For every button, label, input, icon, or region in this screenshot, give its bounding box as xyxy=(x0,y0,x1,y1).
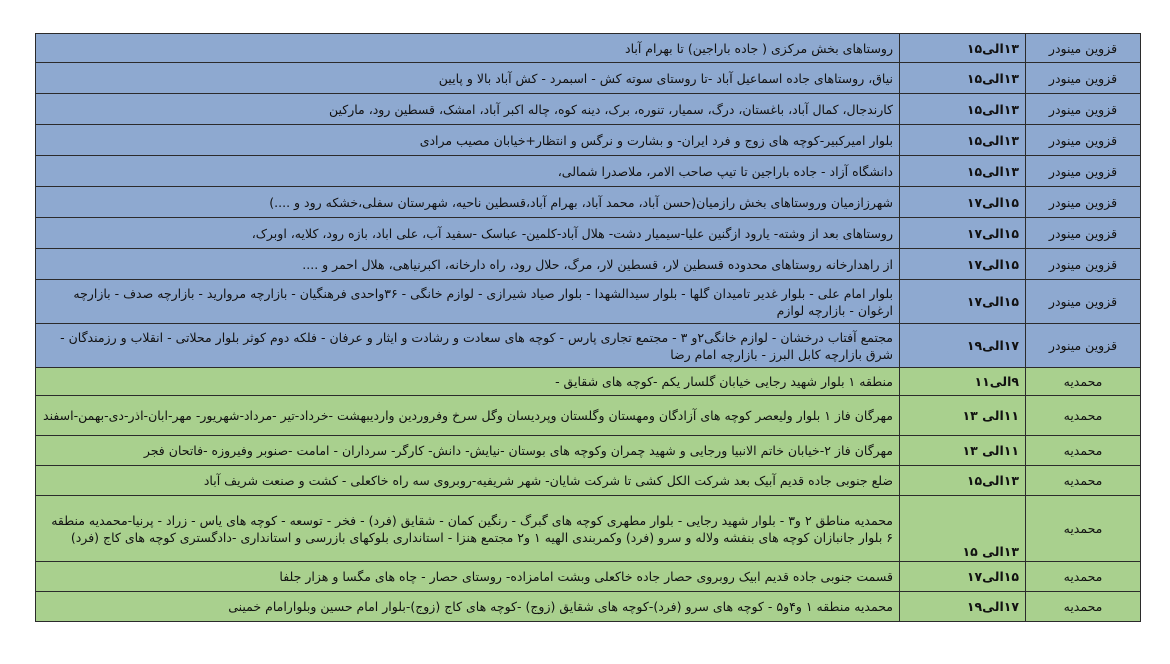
area-cell: روستاهای بعد از وشته- یارود ازگنین علیا-سیمیار دشت- هلال آباد-کلمین- عباسک -سفید آب، علی اباد، بازه رود، کلایه، اوبرک، xyxy=(36,218,900,249)
table-row xyxy=(36,34,1141,63)
time-cell: ۱۵الی۱۷ xyxy=(900,280,1026,324)
time-cell: ۱۳الی۱۵ xyxy=(900,156,1026,187)
table-row xyxy=(36,368,1141,396)
area-cell: ضلع جنوبی جاده قدیم آبیک بعد شرکت الکل کشی تا شرکت شایان- شهر شریفیه-روبروی سه راه خاکعلی - کشت و صنعت شریف آباد xyxy=(36,466,900,496)
time-cell: ۱۵الی۱۷ xyxy=(900,562,1026,592)
table-row xyxy=(36,94,1141,125)
table-row xyxy=(36,324,1141,368)
time-cell: ۱۳الی۱۵ xyxy=(900,466,1026,496)
area-cell: از راهدارخانه روستاهای محدوده قسطین لار، قسطین لار، مرگ، حلال رود، راه دارخانه، اکبرنیاهی، هلال احمر و .... xyxy=(36,249,900,280)
time-cell: ۱۵الی۱۷ xyxy=(900,187,1026,218)
time-cell: ۱۳الی ۱۵ xyxy=(900,496,1026,562)
table-row xyxy=(36,396,1141,436)
area-cell: مهرگان فاز ۲-خیابان خاتم الانبیا ورجایی و شهید چمران وکوچه های بوستان -نیایش- دانش- کارگر- سرداران - امامت -صنوبر وفیروزه -فاتحان فجر xyxy=(36,436,900,466)
time-cell: ۹الی۱۱ xyxy=(900,368,1026,396)
city-cell: محمدیه xyxy=(1026,562,1141,592)
area-cell: قسمت جنوبی جاده قدیم ابیک روبروی حصار جاده خاکعلی وبشت امامزاده- روستای حصار - چاه های مگسا و هزار جلفا xyxy=(36,562,900,592)
table-row xyxy=(36,562,1141,592)
city-cell: قزوین مینودر xyxy=(1026,94,1141,125)
area-cell: نیاق، روستاهای جاده اسماعیل آباد -تا روستای سوته کش - اسبمرد - کش آباد بالا و پایین xyxy=(36,63,900,94)
area-cell: مهرگان فاز ۱ بلوار ولیعصر کوچه های آزادگان ومهستان وگلستان وپردیسان وگل سرخ وفروردین واردیبهشت -خرداد-تیر -مرداد-شهریور- مهر-ابان-اذر-دی-بهمن-اسفند xyxy=(36,396,900,436)
city-cell: قزوین مینودر xyxy=(1026,187,1141,218)
area-cell: منطقه ۱ بلوار شهید رجایی خیابان گلسار یکم -کوچه های شقایق - xyxy=(36,368,900,396)
city-cell: قزوین مینودر xyxy=(1026,156,1141,187)
schedule-body xyxy=(36,34,1141,622)
area-cell: کارندجال، کمال آباد، باغستان، درگ، سمیار، تنوره، برک، دینه کوه، چاله اکبر آباد، امشک، قسطین رود، مارکین xyxy=(36,94,900,125)
area-cell: بلوار امیرکبیر-کوچه های زوج و فرد ایران- و بشارت و نرگس و انتظار+خیابان مصیب مرادی xyxy=(36,125,900,156)
area-cell: دانشگاه آزاد - جاده باراجین تا تیپ صاحب الامر، ملاصدرا شمالی، xyxy=(36,156,900,187)
city-cell: قزوین مینودر xyxy=(1026,249,1141,280)
area-cell: شهرزازمیان وروستاهای بخش رازمیان(حسن آباد، محمد آباد، بهرام آباد،قسطین ناحیه، شهرستان سفلی،خشکه رود و ....) xyxy=(36,187,900,218)
table-row xyxy=(36,436,1141,466)
time-cell: ۱۱الی ۱۳ xyxy=(900,436,1026,466)
table-row xyxy=(36,496,1141,562)
time-cell: ۱۵الی۱۷ xyxy=(900,218,1026,249)
table-row xyxy=(36,187,1141,218)
time-cell: ۱۷الی۱۹ xyxy=(900,324,1026,368)
time-cell: ۱۳الی۱۵ xyxy=(900,94,1026,125)
time-cell: ۱۳الی۱۵ xyxy=(900,125,1026,156)
city-cell: محمدیه xyxy=(1026,592,1141,622)
city-cell: قزوین مینودر xyxy=(1026,125,1141,156)
table-row xyxy=(36,280,1141,324)
time-cell: ۱۳الی۱۵ xyxy=(900,63,1026,94)
table-row xyxy=(36,63,1141,94)
city-cell: محمدیه xyxy=(1026,436,1141,466)
area-cell: مجتمع آفتاب درخشان - لوازم خانگی۲و ۳ - مجتمع تجاری پارس - کوچه های سعادت و رشادت و ایثار و عرفان - فلکه دوم کوثر بلوار محلاتی - انقلاب و رزمندگان - شرق بازارچه کابل البرز - بازارچه امام رضا xyxy=(36,324,900,368)
table-row xyxy=(36,249,1141,280)
city-cell: قزوین مینودر xyxy=(1026,280,1141,324)
city-cell: محمدیه xyxy=(1026,368,1141,396)
area-cell: محمدیه منطقه ۱ و۴و۵ - کوچه های سرو (فرد)-کوچه های شقایق (زوج) -کوچه های کاج (زوج)-بلوار امام حسین وبلوارامام خمینی xyxy=(36,592,900,622)
city-cell: قزوین مینودر xyxy=(1026,34,1141,63)
city-cell: محمدیه xyxy=(1026,396,1141,436)
time-cell: ۱۵الی۱۷ xyxy=(900,249,1026,280)
table-row xyxy=(36,466,1141,496)
table-row xyxy=(36,125,1141,156)
area-cell: روستاهای بخش مرکزی ( جاده باراجین) تا بهرام آباد xyxy=(36,34,900,63)
time-cell: ۱۱الی ۱۳ xyxy=(900,396,1026,436)
city-cell: قزوین مینودر xyxy=(1026,324,1141,368)
area-cell: بلوار امام علی - بلوار غدیر تامیدان گلها - بلوار سیدالشهدا - بلوار صیاد شیرازی - لوازم خانگی - ۳۶واحدی فرهنگیان - بازارچه مروارید - بازارچه صدف - بازارچه ارغوان - بازارچه لوازم xyxy=(36,280,900,324)
city-cell: محمدیه xyxy=(1026,496,1141,562)
city-cell: محمدیه xyxy=(1026,466,1141,496)
table-row xyxy=(36,592,1141,622)
time-cell: ۱۳الی۱۵ xyxy=(900,34,1026,63)
power-outage-schedule-table xyxy=(35,33,1141,622)
city-cell: قزوین مینودر xyxy=(1026,63,1141,94)
area-cell: محمدیه مناطق ۲ و۳ - بلوار شهید رجایی - بلوار مطهری کوچه های گبرگ - رنگین کمان - شقایق (فرد) - فخر - توسعه - کوچه های یاس - زراد - پرنیا-محمدیه منطقه ۶ بلوار جانبازان کوچه های بنفشه ولاله و سرو (فرد) وکمربندی الهیه ۱ و۲ مجتمع هنزا - استانداری بلوکهای بازرسی و استانداری -دادگستری کوچه های کاج (فرد) xyxy=(36,496,900,562)
table-row xyxy=(36,218,1141,249)
city-cell: قزوین مینودر xyxy=(1026,218,1141,249)
table-row xyxy=(36,156,1141,187)
time-cell: ۱۷الی۱۹ xyxy=(900,592,1026,622)
